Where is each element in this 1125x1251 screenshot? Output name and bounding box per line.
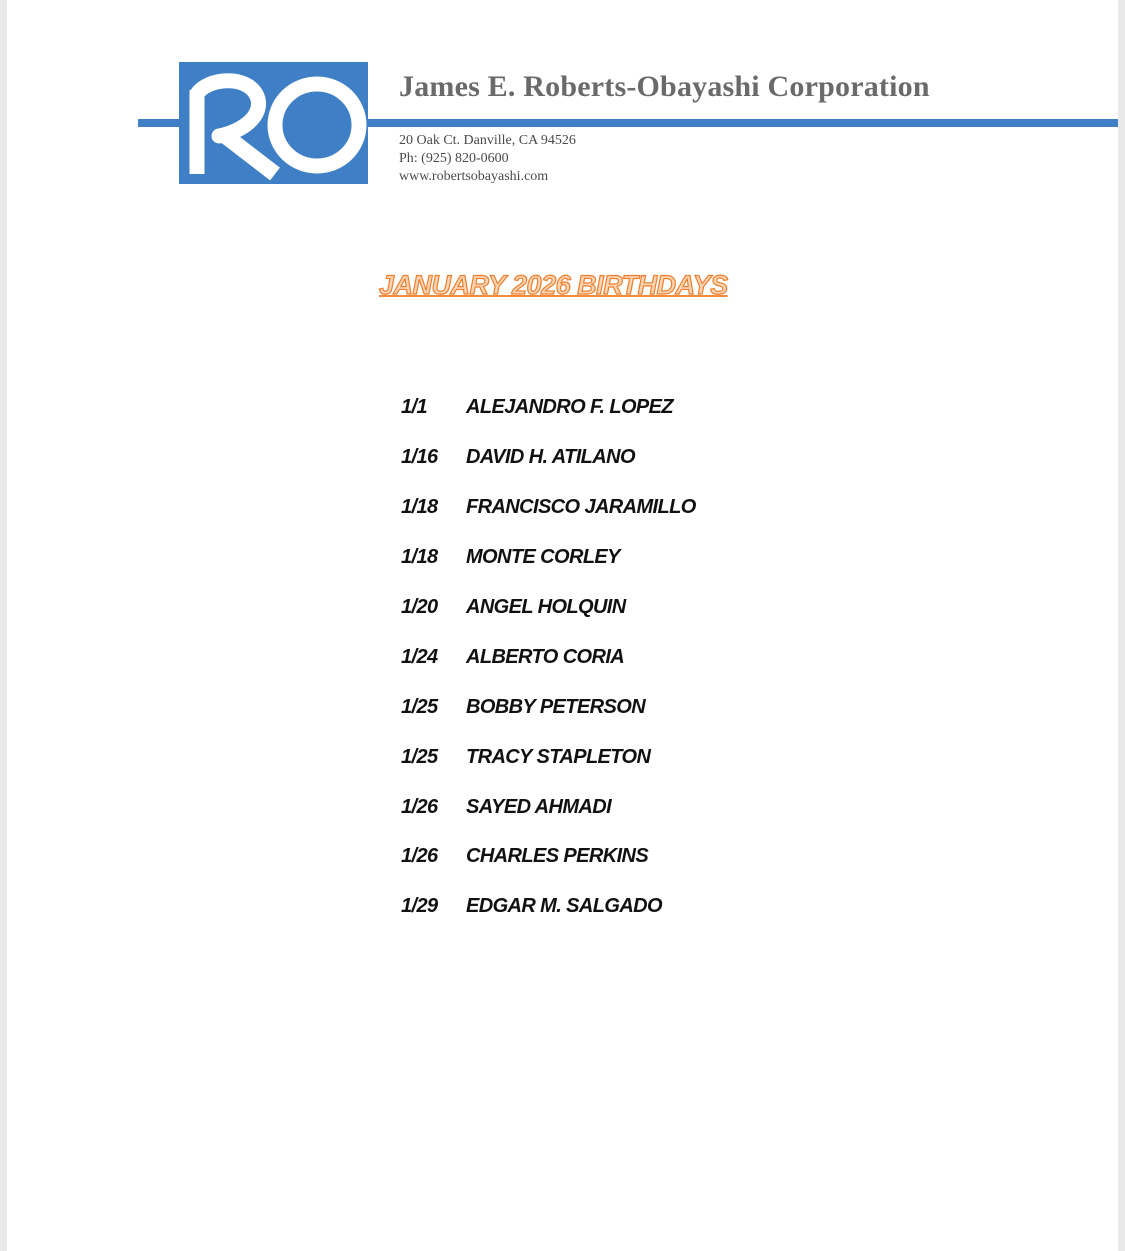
birthday-name: FRANCISCO JARAMILLO	[466, 496, 696, 519]
birthday-date: 1/29	[401, 895, 438, 918]
list-item	[401, 433, 696, 483]
birthday-name: CHARLES PERKINS	[466, 845, 649, 868]
list-item	[401, 383, 696, 433]
list-item	[401, 782, 696, 832]
birthday-date: 1/18	[401, 496, 438, 519]
birthday-date: 1/26	[401, 845, 438, 868]
birthday-date: 1/25	[401, 745, 438, 768]
birthday-list	[401, 383, 696, 932]
list-item	[401, 732, 696, 782]
phone-line: Ph: (925) 820-0600	[399, 151, 509, 166]
list-item	[401, 632, 696, 682]
birthday-name: ALBERTO CORIA	[466, 645, 625, 668]
list-item	[401, 682, 696, 732]
birthday-name: BOBBY PETERSON	[466, 695, 646, 718]
list-item	[401, 832, 696, 882]
birthday-date: 1/1	[401, 396, 428, 419]
list-item	[401, 533, 696, 583]
document-title: JANUARY 2026 BIRTHDAYS	[379, 270, 728, 300]
birthday-date: 1/24	[401, 645, 438, 668]
address-line: 20 Oak Ct. Danville, CA 94526	[399, 133, 576, 148]
birthday-date: 1/18	[401, 546, 438, 569]
birthday-name: ANGEL HOLQUIN	[466, 596, 626, 618]
birthday-name: DAVID H. ATILANO	[466, 446, 635, 469]
birthday-date: 1/25	[401, 695, 438, 718]
birthday-name: SAYED AHMADI	[466, 795, 612, 818]
document-page	[7, 0, 1118, 1251]
birthday-name: EDGAR M. SALGADO	[466, 895, 662, 918]
logo-accent-line	[138, 119, 180, 127]
birthday-name: ALEJANDRO F. LOPEZ	[466, 396, 673, 419]
website-line: www.robertsobayashi.com	[399, 169, 549, 184]
birthday-date: 1/16	[401, 446, 438, 469]
ro-logo-icon	[179, 62, 368, 184]
list-item	[401, 583, 696, 633]
birthday-date: 1/20	[401, 596, 438, 618]
header-rule	[368, 119, 1118, 127]
contact-info	[399, 132, 576, 186]
birthday-date: 1/26	[401, 795, 438, 818]
company-logo	[179, 62, 368, 184]
birthday-name: TRACY STAPLETON	[466, 745, 651, 768]
birthday-name: MONTE CORLEY	[466, 546, 620, 569]
list-item	[401, 483, 696, 533]
company-name: James E. Roberts-Obayashi Corporation	[399, 70, 930, 103]
list-item	[401, 882, 696, 932]
